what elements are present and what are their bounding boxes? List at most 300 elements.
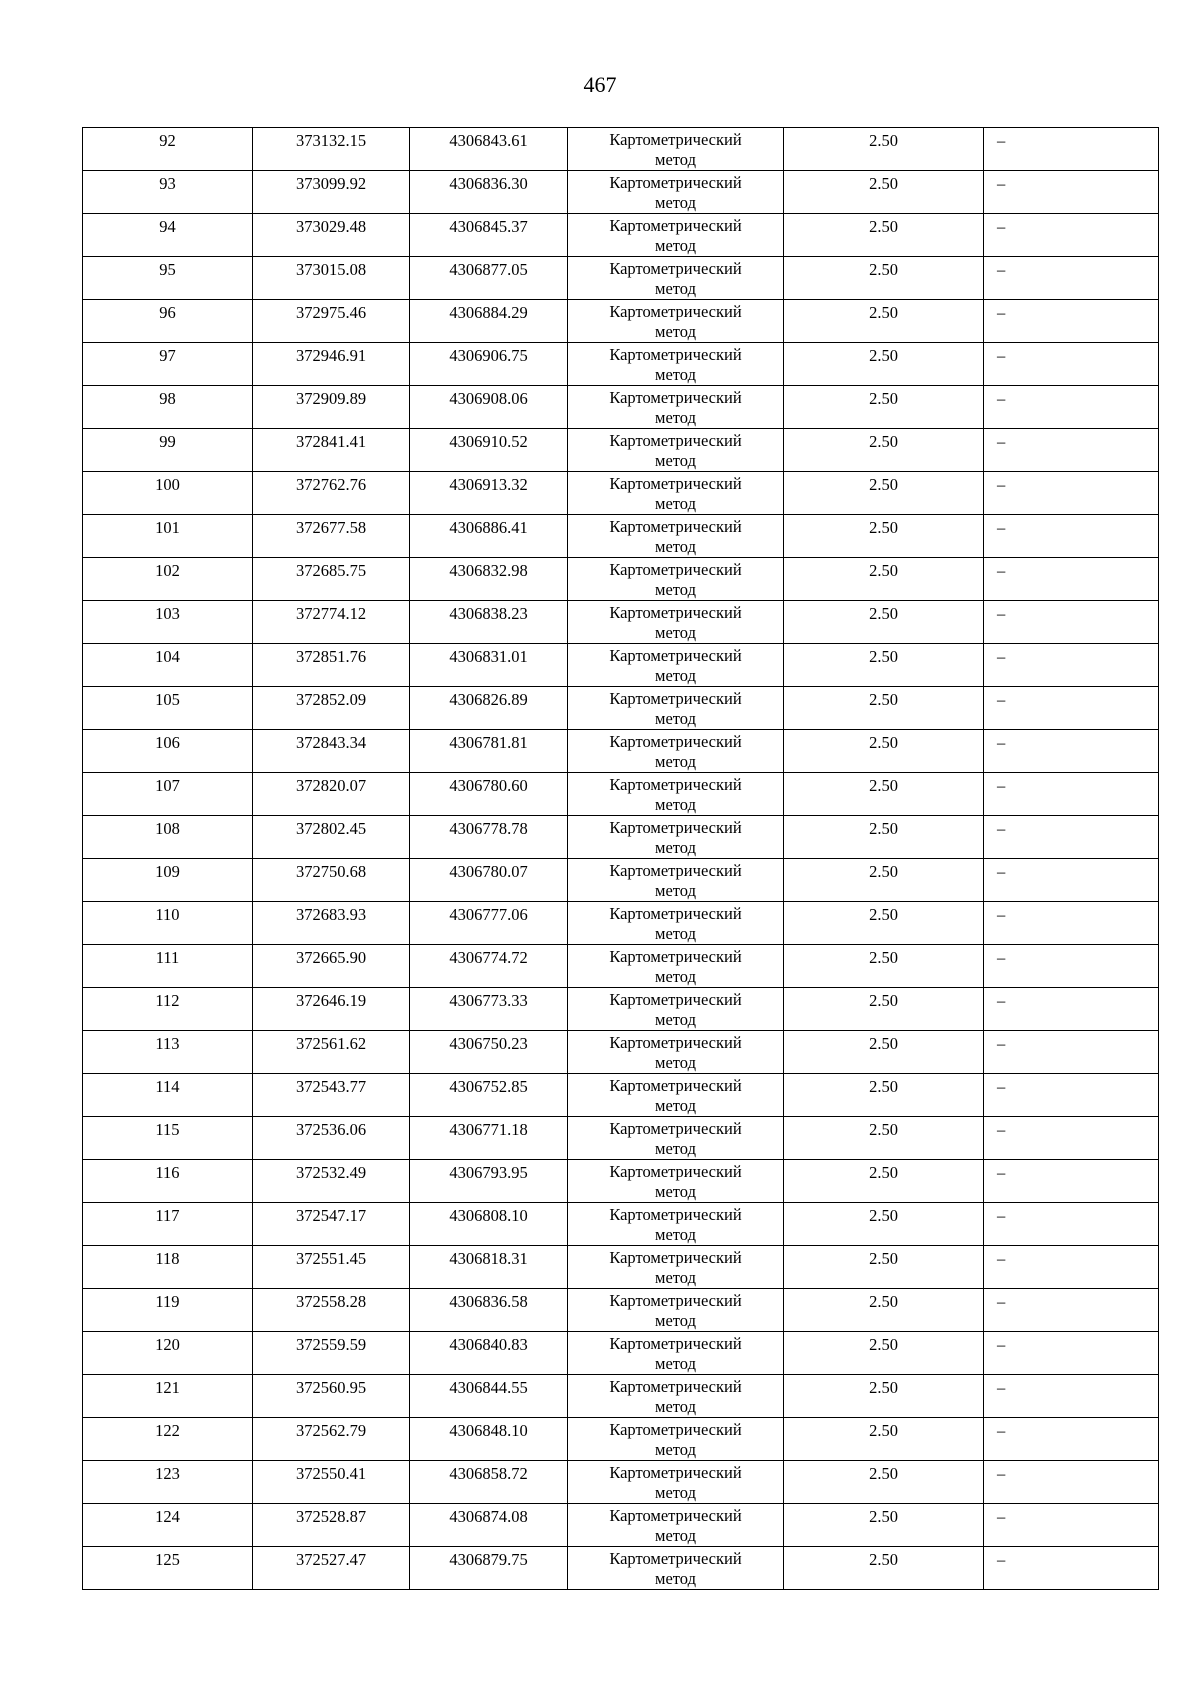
method-cell: [568, 214, 784, 257]
table-row: [83, 128, 1159, 171]
x-coordinate-cell: 372532.49: [253, 1160, 410, 1203]
method-cell: [568, 644, 784, 687]
note-cell: –: [984, 859, 1159, 902]
error-value-cell: 2.50: [784, 1504, 984, 1547]
page-number: 467: [583, 72, 617, 97]
error-value-cell: 2.50: [784, 1418, 984, 1461]
x-coordinate-cell: 372685.75: [253, 558, 410, 601]
method-line-1: Картометрический: [609, 474, 742, 493]
method-cell: [568, 386, 784, 429]
method-line-2: метод: [655, 236, 696, 255]
x-coordinate-cell: 372851.76: [253, 644, 410, 687]
note-cell: –: [984, 558, 1159, 601]
point-number-cell: 108: [83, 816, 253, 859]
error-value-cell: 2.50: [784, 1246, 984, 1289]
coordinates-table: [82, 127, 1159, 1590]
point-number-cell: 94: [83, 214, 253, 257]
x-coordinate-cell: 372843.34: [253, 730, 410, 773]
y-coordinate-cell: 4306780.07: [410, 859, 568, 902]
y-coordinate-cell: 4306752.85: [410, 1074, 568, 1117]
point-number-cell: 124: [83, 1504, 253, 1547]
method-cell: [568, 773, 784, 816]
method-line-1: Картометрический: [609, 904, 742, 923]
method-line-2: метод: [655, 1311, 696, 1330]
error-value-cell: 2.50: [784, 730, 984, 773]
y-coordinate-cell: 4306836.58: [410, 1289, 568, 1332]
x-coordinate-cell: 372559.59: [253, 1332, 410, 1375]
method-line-2: метод: [655, 666, 696, 685]
method-line-1: Картометрический: [609, 259, 742, 278]
point-number-cell: 96: [83, 300, 253, 343]
method-line-2: метод: [655, 838, 696, 857]
method-line-1: Картометрический: [609, 861, 742, 880]
point-number-cell: 111: [83, 945, 253, 988]
y-coordinate-cell: 4306780.60: [410, 773, 568, 816]
table-row: [83, 945, 1159, 988]
error-value-cell: 2.50: [784, 214, 984, 257]
method-cell: [568, 687, 784, 730]
x-coordinate-cell: 372762.76: [253, 472, 410, 515]
method-cell: [568, 1461, 784, 1504]
method-line-2: метод: [655, 1483, 696, 1502]
error-value-cell: 2.50: [784, 1461, 984, 1504]
x-coordinate-cell: 372946.91: [253, 343, 410, 386]
table-row: [83, 386, 1159, 429]
point-number-cell: 98: [83, 386, 253, 429]
x-coordinate-cell: 372558.28: [253, 1289, 410, 1332]
table-row: [83, 601, 1159, 644]
method-line-1: Картометрический: [609, 1549, 742, 1568]
y-coordinate-cell: 4306808.10: [410, 1203, 568, 1246]
y-coordinate-cell: 4306884.29: [410, 300, 568, 343]
method-line-1: Картометрический: [609, 173, 742, 192]
y-coordinate-cell: 4306848.10: [410, 1418, 568, 1461]
method-line-2: метод: [655, 881, 696, 900]
y-coordinate-cell: 4306908.06: [410, 386, 568, 429]
y-coordinate-cell: 4306831.01: [410, 644, 568, 687]
point-number-cell: 116: [83, 1160, 253, 1203]
point-number-cell: 93: [83, 171, 253, 214]
error-value-cell: 2.50: [784, 171, 984, 214]
y-coordinate-cell: 4306826.89: [410, 687, 568, 730]
point-number-cell: 120: [83, 1332, 253, 1375]
method-cell: [568, 988, 784, 1031]
error-value-cell: 2.50: [784, 988, 984, 1031]
note-cell: –: [984, 1418, 1159, 1461]
method-line-1: Картометрический: [609, 1377, 742, 1396]
method-cell: [568, 1203, 784, 1246]
point-number-cell: 101: [83, 515, 253, 558]
method-cell: [568, 472, 784, 515]
y-coordinate-cell: 4306840.83: [410, 1332, 568, 1375]
method-line-2: метод: [655, 1225, 696, 1244]
error-value-cell: 2.50: [784, 1031, 984, 1074]
x-coordinate-cell: 372551.45: [253, 1246, 410, 1289]
y-coordinate-cell: 4306781.81: [410, 730, 568, 773]
method-cell: [568, 1547, 784, 1590]
table-row: [83, 859, 1159, 902]
method-line-1: Картометрический: [609, 818, 742, 837]
table-row: [83, 1504, 1159, 1547]
error-value-cell: 2.50: [784, 257, 984, 300]
y-coordinate-cell: 4306844.55: [410, 1375, 568, 1418]
method-line-2: метод: [655, 1397, 696, 1416]
point-number-cell: 110: [83, 902, 253, 945]
y-coordinate-cell: 4306793.95: [410, 1160, 568, 1203]
error-value-cell: 2.50: [784, 1289, 984, 1332]
point-number-cell: 103: [83, 601, 253, 644]
point-number-cell: 119: [83, 1289, 253, 1332]
note-cell: –: [984, 1504, 1159, 1547]
note-cell: –: [984, 1074, 1159, 1117]
point-number-cell: 109: [83, 859, 253, 902]
method-line-1: Картометрический: [609, 1291, 742, 1310]
y-coordinate-cell: 4306879.75: [410, 1547, 568, 1590]
method-cell: [568, 1031, 784, 1074]
method-line-2: метод: [655, 752, 696, 771]
method-line-1: Картометрический: [609, 1463, 742, 1482]
method-line-2: метод: [655, 1182, 696, 1201]
method-cell: [568, 902, 784, 945]
method-line-1: Картометрический: [609, 990, 742, 1009]
error-value-cell: 2.50: [784, 816, 984, 859]
note-cell: –: [984, 1332, 1159, 1375]
method-line-2: метод: [655, 924, 696, 943]
method-line-2: метод: [655, 1010, 696, 1029]
y-coordinate-cell: 4306874.08: [410, 1504, 568, 1547]
point-number-cell: 112: [83, 988, 253, 1031]
table-row: [83, 558, 1159, 601]
method-cell: [568, 1289, 784, 1332]
error-value-cell: 2.50: [784, 472, 984, 515]
method-cell: [568, 128, 784, 171]
table-row: [83, 1031, 1159, 1074]
error-value-cell: 2.50: [784, 1074, 984, 1117]
x-coordinate-cell: 373132.15: [253, 128, 410, 171]
note-cell: –: [984, 429, 1159, 472]
table-row: [83, 1418, 1159, 1461]
method-cell: [568, 1418, 784, 1461]
point-number-cell: 97: [83, 343, 253, 386]
method-line-2: метод: [655, 408, 696, 427]
y-coordinate-cell: 4306773.33: [410, 988, 568, 1031]
y-coordinate-cell: 4306771.18: [410, 1117, 568, 1160]
point-number-cell: 117: [83, 1203, 253, 1246]
note-cell: –: [984, 171, 1159, 214]
point-number-cell: 104: [83, 644, 253, 687]
point-number-cell: 113: [83, 1031, 253, 1074]
table-row: [83, 730, 1159, 773]
method-line-1: Картометрический: [609, 1334, 742, 1353]
method-line-2: метод: [655, 1053, 696, 1072]
method-cell: [568, 171, 784, 214]
y-coordinate-cell: 4306886.41: [410, 515, 568, 558]
point-number-cell: 100: [83, 472, 253, 515]
point-number-cell: 121: [83, 1375, 253, 1418]
x-coordinate-cell: 372683.93: [253, 902, 410, 945]
note-cell: –: [984, 1547, 1159, 1590]
method-line-1: Картометрический: [609, 431, 742, 450]
note-cell: –: [984, 644, 1159, 687]
y-coordinate-cell: 4306838.23: [410, 601, 568, 644]
note-cell: –: [984, 687, 1159, 730]
method-line-2: метод: [655, 150, 696, 169]
method-cell: [568, 1332, 784, 1375]
error-value-cell: 2.50: [784, 1375, 984, 1418]
method-line-1: Картометрический: [609, 947, 742, 966]
method-line-2: метод: [655, 1096, 696, 1115]
error-value-cell: 2.50: [784, 1117, 984, 1160]
method-line-1: Картометрический: [609, 732, 742, 751]
table-row: [83, 773, 1159, 816]
table-row: [83, 1289, 1159, 1332]
method-cell: [568, 257, 784, 300]
method-cell: [568, 300, 784, 343]
note-cell: –: [984, 515, 1159, 558]
error-value-cell: 2.50: [784, 945, 984, 988]
method-line-1: Картометрический: [609, 345, 742, 364]
method-cell: [568, 945, 784, 988]
method-cell: [568, 1504, 784, 1547]
note-cell: –: [984, 1031, 1159, 1074]
method-line-2: метод: [655, 451, 696, 470]
method-cell: [568, 558, 784, 601]
point-number-cell: 106: [83, 730, 253, 773]
point-number-cell: 114: [83, 1074, 253, 1117]
table-row: [83, 687, 1159, 730]
error-value-cell: 2.50: [784, 1203, 984, 1246]
y-coordinate-cell: 4306777.06: [410, 902, 568, 945]
table-body: [83, 128, 1159, 1590]
table-row: [83, 300, 1159, 343]
x-coordinate-cell: 372802.45: [253, 816, 410, 859]
method-line-1: Картометрический: [609, 1162, 742, 1181]
note-cell: –: [984, 988, 1159, 1031]
x-coordinate-cell: 372528.87: [253, 1504, 410, 1547]
note-cell: –: [984, 945, 1159, 988]
x-coordinate-cell: 372543.77: [253, 1074, 410, 1117]
table-row: [83, 343, 1159, 386]
note-cell: –: [984, 300, 1159, 343]
x-coordinate-cell: 372852.09: [253, 687, 410, 730]
method-line-1: Картометрический: [609, 130, 742, 149]
x-coordinate-cell: 372774.12: [253, 601, 410, 644]
note-cell: –: [984, 601, 1159, 644]
note-cell: –: [984, 386, 1159, 429]
y-coordinate-cell: 4306778.78: [410, 816, 568, 859]
method-cell: [568, 1160, 784, 1203]
method-line-1: Картометрический: [609, 689, 742, 708]
x-coordinate-cell: 372560.95: [253, 1375, 410, 1418]
point-number-cell: 107: [83, 773, 253, 816]
note-cell: –: [984, 1375, 1159, 1418]
error-value-cell: 2.50: [784, 1332, 984, 1375]
error-value-cell: 2.50: [784, 1547, 984, 1590]
method-line-2: метод: [655, 795, 696, 814]
x-coordinate-cell: 372527.47: [253, 1547, 410, 1590]
note-cell: –: [984, 257, 1159, 300]
point-number-cell: 105: [83, 687, 253, 730]
x-coordinate-cell: 372841.41: [253, 429, 410, 472]
table-row: [83, 988, 1159, 1031]
table-row: [83, 171, 1159, 214]
method-line-1: Картометрический: [609, 560, 742, 579]
error-value-cell: 2.50: [784, 1160, 984, 1203]
point-number-cell: 102: [83, 558, 253, 601]
note-cell: –: [984, 1203, 1159, 1246]
table-row: [83, 902, 1159, 945]
method-cell: [568, 859, 784, 902]
method-cell: [568, 730, 784, 773]
point-number-cell: 125: [83, 1547, 253, 1590]
method-line-2: метод: [655, 279, 696, 298]
table-row: [83, 644, 1159, 687]
error-value-cell: 2.50: [784, 515, 984, 558]
table-row: [83, 1547, 1159, 1590]
error-value-cell: 2.50: [784, 343, 984, 386]
table-row: [83, 429, 1159, 472]
x-coordinate-cell: 373015.08: [253, 257, 410, 300]
method-line-2: метод: [655, 1268, 696, 1287]
note-cell: –: [984, 128, 1159, 171]
y-coordinate-cell: 4306845.37: [410, 214, 568, 257]
x-coordinate-cell: 372677.58: [253, 515, 410, 558]
error-value-cell: 2.50: [784, 558, 984, 601]
method-line-2: метод: [655, 322, 696, 341]
error-value-cell: 2.50: [784, 300, 984, 343]
method-cell: [568, 1246, 784, 1289]
note-cell: –: [984, 214, 1159, 257]
table-row: [83, 1117, 1159, 1160]
method-line-1: Картометрический: [609, 1119, 742, 1138]
method-line-2: метод: [655, 537, 696, 556]
y-coordinate-cell: 4306750.23: [410, 1031, 568, 1074]
y-coordinate-cell: 4306832.98: [410, 558, 568, 601]
error-value-cell: 2.50: [784, 773, 984, 816]
x-coordinate-cell: 372536.06: [253, 1117, 410, 1160]
x-coordinate-cell: 372646.19: [253, 988, 410, 1031]
error-value-cell: 2.50: [784, 687, 984, 730]
point-number-cell: 99: [83, 429, 253, 472]
method-line-1: Картометрический: [609, 302, 742, 321]
note-cell: –: [984, 1160, 1159, 1203]
error-value-cell: 2.50: [784, 644, 984, 687]
table-row: [83, 1246, 1159, 1289]
table-row: [83, 1375, 1159, 1418]
note-cell: –: [984, 730, 1159, 773]
x-coordinate-cell: 372909.89: [253, 386, 410, 429]
error-value-cell: 2.50: [784, 386, 984, 429]
method-cell: [568, 1074, 784, 1117]
x-coordinate-cell: 373029.48: [253, 214, 410, 257]
method-line-2: метод: [655, 709, 696, 728]
error-value-cell: 2.50: [784, 429, 984, 472]
table-row: [83, 1074, 1159, 1117]
method-cell: [568, 1117, 784, 1160]
table-row: [83, 1461, 1159, 1504]
method-line-1: Картометрический: [609, 603, 742, 622]
x-coordinate-cell: 373099.92: [253, 171, 410, 214]
method-line-1: Картометрический: [609, 388, 742, 407]
method-line-2: метод: [655, 580, 696, 599]
error-value-cell: 2.50: [784, 859, 984, 902]
table-row: [83, 1332, 1159, 1375]
point-number-cell: 118: [83, 1246, 253, 1289]
x-coordinate-cell: 372750.68: [253, 859, 410, 902]
method-cell: [568, 429, 784, 472]
table-row: [83, 816, 1159, 859]
table-row: [83, 1160, 1159, 1203]
point-number-cell: 115: [83, 1117, 253, 1160]
y-coordinate-cell: 4306818.31: [410, 1246, 568, 1289]
method-cell: [568, 1375, 784, 1418]
x-coordinate-cell: 372975.46: [253, 300, 410, 343]
method-cell: [568, 601, 784, 644]
method-line-2: метод: [655, 1440, 696, 1459]
method-line-2: метод: [655, 1569, 696, 1588]
y-coordinate-cell: 4306843.61: [410, 128, 568, 171]
point-number-cell: 123: [83, 1461, 253, 1504]
method-line-2: метод: [655, 1526, 696, 1545]
point-number-cell: 95: [83, 257, 253, 300]
method-line-1: Картометрический: [609, 1248, 742, 1267]
error-value-cell: 2.50: [784, 902, 984, 945]
error-value-cell: 2.50: [784, 601, 984, 644]
y-coordinate-cell: 4306877.05: [410, 257, 568, 300]
method-line-2: метод: [655, 365, 696, 384]
table-row: [83, 1203, 1159, 1246]
table-row: [83, 257, 1159, 300]
method-line-2: метод: [655, 193, 696, 212]
method-line-1: Картометрический: [609, 1033, 742, 1052]
note-cell: –: [984, 1289, 1159, 1332]
method-line-1: Картометрический: [609, 646, 742, 665]
note-cell: –: [984, 773, 1159, 816]
method-line-2: метод: [655, 623, 696, 642]
error-value-cell: 2.50: [784, 128, 984, 171]
method-line-2: метод: [655, 1139, 696, 1158]
method-cell: [568, 343, 784, 386]
note-cell: –: [984, 1117, 1159, 1160]
method-line-1: Картометрический: [609, 1076, 742, 1095]
y-coordinate-cell: 4306910.52: [410, 429, 568, 472]
method-line-2: метод: [655, 1354, 696, 1373]
y-coordinate-cell: 4306913.32: [410, 472, 568, 515]
x-coordinate-cell: 372561.62: [253, 1031, 410, 1074]
point-number-cell: 122: [83, 1418, 253, 1461]
method-line-1: Картометрический: [609, 1205, 742, 1224]
x-coordinate-cell: 372547.17: [253, 1203, 410, 1246]
method-line-1: Картометрический: [609, 216, 742, 235]
x-coordinate-cell: 372820.07: [253, 773, 410, 816]
y-coordinate-cell: 4306858.72: [410, 1461, 568, 1504]
table-row: [83, 472, 1159, 515]
method-line-1: Картометрический: [609, 1420, 742, 1439]
method-cell: [568, 515, 784, 558]
note-cell: –: [984, 816, 1159, 859]
y-coordinate-cell: 4306836.30: [410, 171, 568, 214]
table-row: [83, 515, 1159, 558]
note-cell: –: [984, 902, 1159, 945]
method-line-2: метод: [655, 967, 696, 986]
x-coordinate-cell: 372665.90: [253, 945, 410, 988]
note-cell: –: [984, 472, 1159, 515]
note-cell: –: [984, 343, 1159, 386]
method-line-2: метод: [655, 494, 696, 513]
y-coordinate-cell: 4306774.72: [410, 945, 568, 988]
y-coordinate-cell: 4306906.75: [410, 343, 568, 386]
x-coordinate-cell: 372562.79: [253, 1418, 410, 1461]
